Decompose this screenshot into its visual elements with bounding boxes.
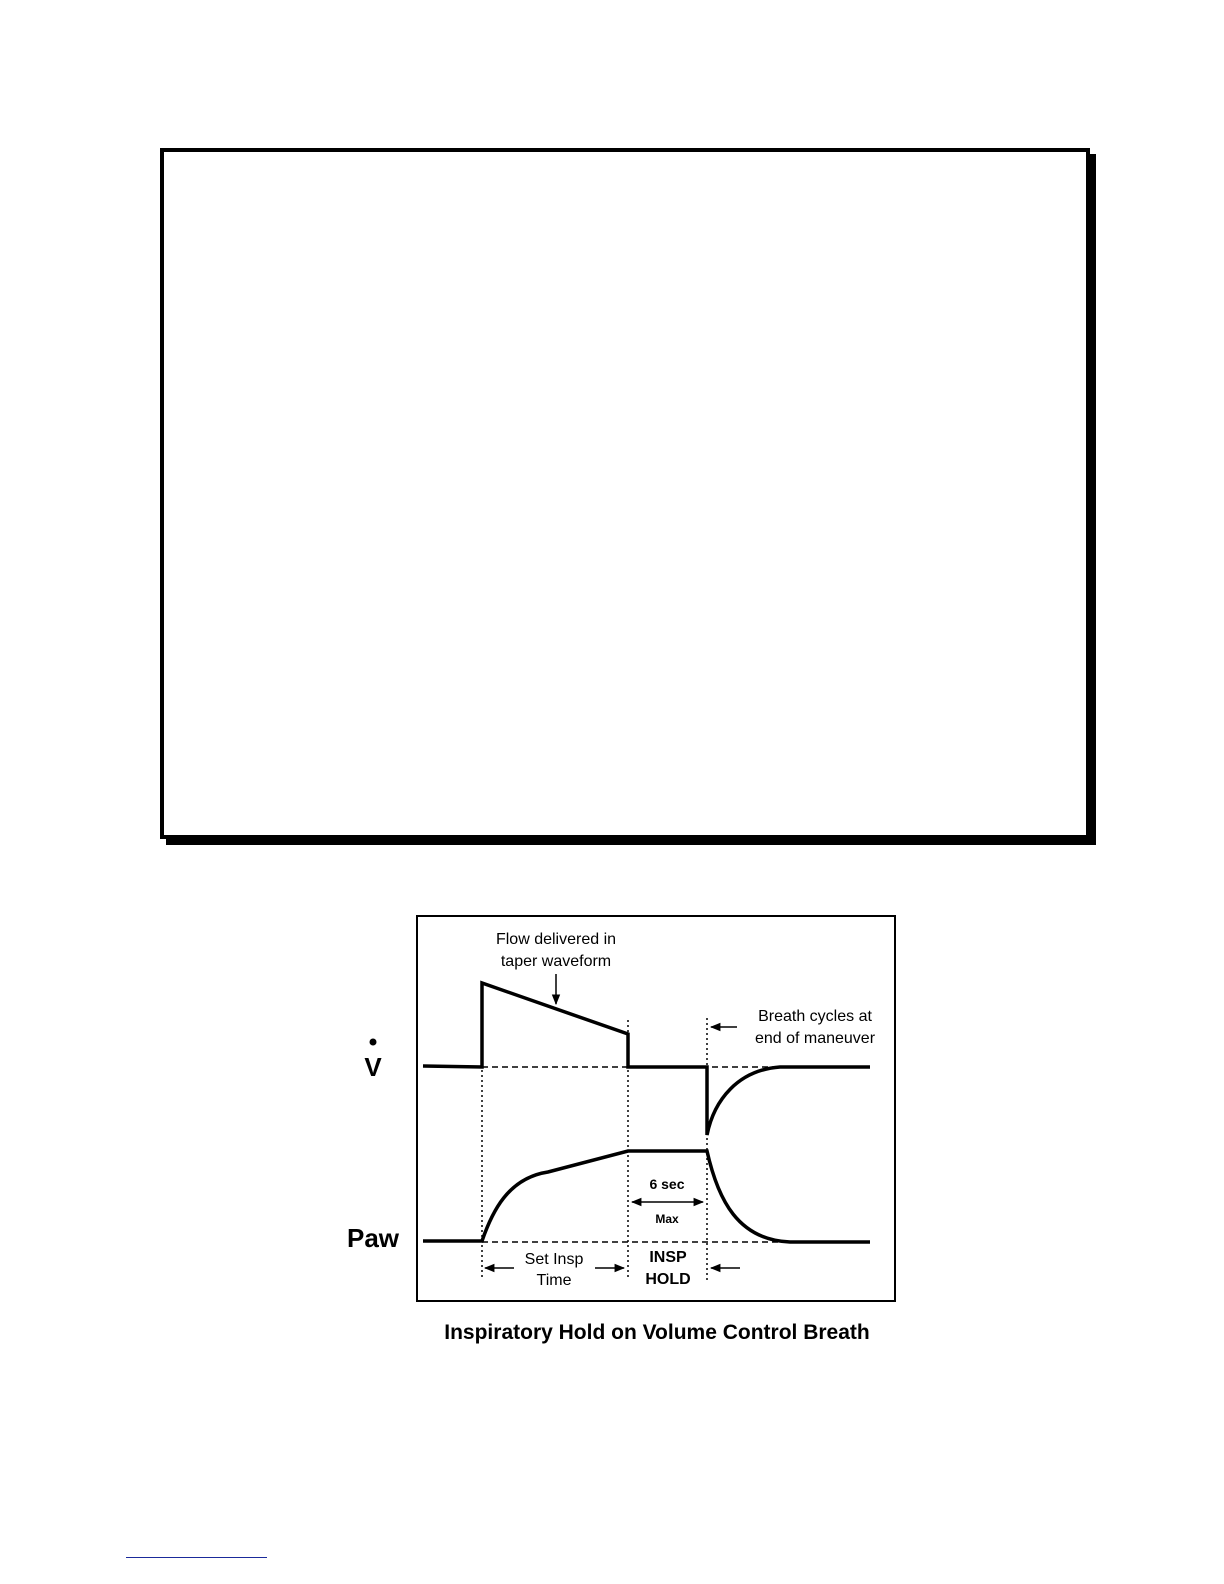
set-insp-line2: Time — [536, 1272, 572, 1289]
annotation-flow-line2: taper waveform — [500, 953, 612, 970]
annotation-cycle-line1: Breath cycles at — [758, 1008, 872, 1025]
insp-hold-line1: INSP — [649, 1249, 687, 1266]
flow-symbol: V — [364, 1052, 382, 1082]
pressure-waveform — [423, 1151, 870, 1242]
pressure-symbol: Paw — [347, 1223, 400, 1253]
footnote-rule — [126, 1557, 267, 1558]
annotation-cycle-line2: end of maneuver — [754, 1030, 876, 1047]
insp-hold-line2: HOLD — [645, 1271, 691, 1288]
hold-duration-top: 6 sec — [649, 1176, 685, 1192]
flow-dot — [370, 1039, 377, 1046]
annotation-flow-line1: Flow delivered in — [495, 931, 617, 948]
set-insp-line1: Set Insp — [524, 1251, 584, 1268]
hold-duration-bottom: Max — [655, 1212, 679, 1226]
diagram-caption: Inspiratory Hold on Volume Control Breath — [444, 1321, 870, 1344]
flow-waveform — [423, 983, 870, 1135]
